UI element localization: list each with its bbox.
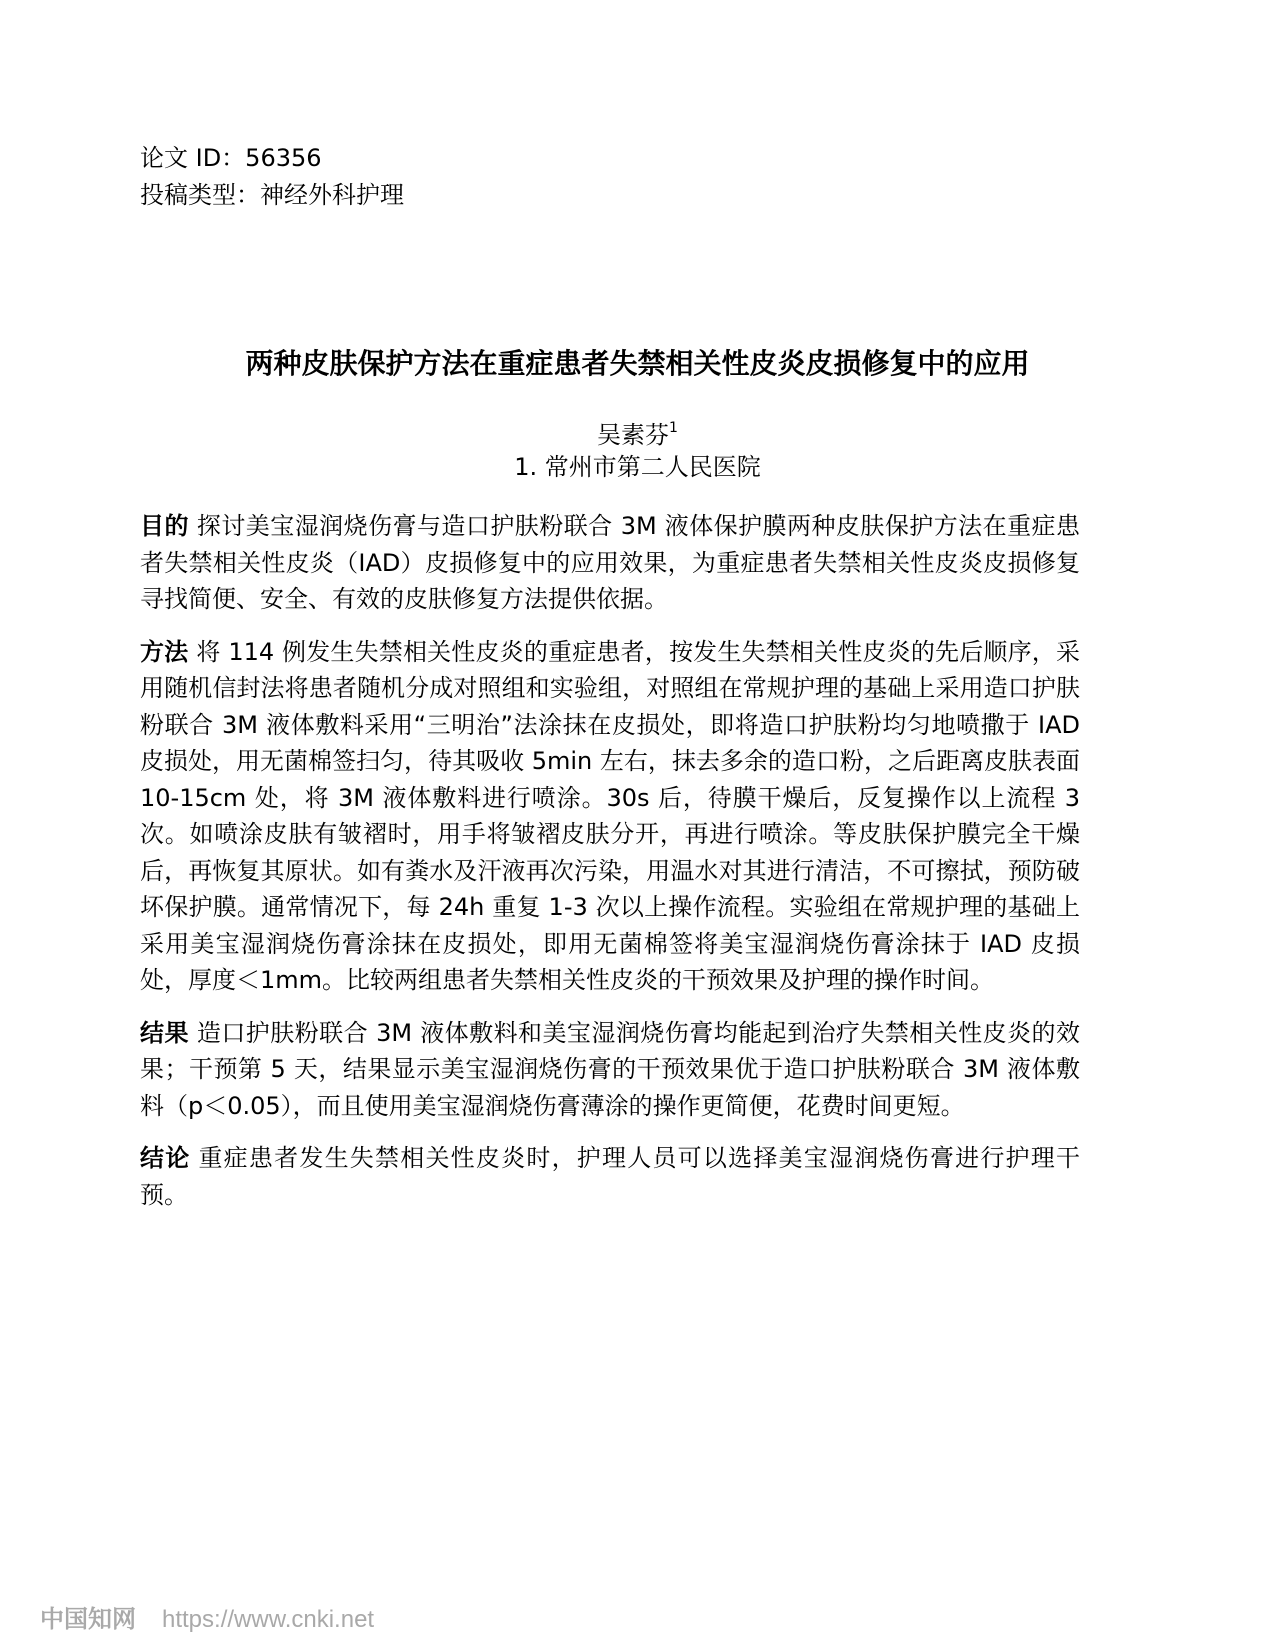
abstract-objective (140, 508, 1080, 618)
author-name: 吴素芬 (597, 421, 670, 449)
author-affiliation-marker: 1 (669, 420, 678, 436)
abstract (140, 508, 1080, 1229)
section-heading: 结论 (140, 1144, 191, 1172)
section-heading: 方法 (140, 637, 189, 666)
section-heading: 结果 (140, 1018, 189, 1047)
cnki-url: https://www.cnki.net (162, 1606, 375, 1633)
section-heading: 目的 (140, 512, 189, 540)
abstract-methods (140, 634, 1080, 999)
abstract-results (140, 1015, 1080, 1125)
paper-id: 论文 ID：56356 (140, 144, 322, 172)
cnki-brand: 中国知网 (40, 1606, 136, 1633)
affiliation: 1. 常州市第二人民医院 (514, 453, 761, 481)
paper-meta (140, 140, 404, 214)
paper-title: 两种皮肤保护方法在重症患者失禁相关性皮炎皮损修复中的应用 (245, 347, 1030, 380)
author-line (0, 412, 1275, 453)
section-text: 将 114 例发生失禁相关性皮炎的重症患者，按发生失禁相关性皮炎的先后顺序，采用随机信封法将患者随机分成对照组和实验组，对照组在常规护理的基础上采用造口护肤粉联合 3M 液体敷料采用“三明治”法涂抹在皮损处，即将造口护肤粉均匀地喷撒于 IAD 皮损处，用无菌棉签扫匀，待其吸收 5min 左右，抹去多余的造口粉，之后距离皮肤表面 10-15cm 处，将 3M 液体敷料进行喷涂。30s 后，待膜干燥后，反复操作以上流程 3 次。如喷涂皮肤有皱褶时，用手将皱褶皮肤分开，再进行喷涂。等皮肤保护膜完全干燥后，再恢复其原状。如有粪水及汗液再次污染，用温水对其进行清洁，不可擦拭，预防破坏保护膜。通常情况下，每 24h 重复 1-3 次以上操作流程。实验组在常规护理的基础上采用美宝湿润烧伤膏涂抹在皮损处，即用无菌棉签将美宝湿润烧伤膏涂抹于 IAD 皮损处，厚度＜1mm。比较两组患者失禁相关性皮炎的干预效果及护理的操作时间。 (140, 637, 1080, 994)
submission-type: 投稿类型：神经外科护理 (140, 181, 404, 209)
section-text: 重症患者发生失禁相关性皮炎时，护理人员可以选择美宝湿润烧伤膏进行护理干预。 (140, 1144, 1081, 1209)
section-text: 造口护肤粉联合 3M 液体敷料和美宝湿润烧伤膏均能起到治疗失禁相关性皮炎的效果；干预第 5 天，结果显示美宝湿润烧伤膏的干预效果优于造口护肤粉联合 3M 液体敷料（p＜0.05），而且使用美宝湿润烧伤膏薄涂的操作更简便，花费时间更短。 (140, 1018, 1080, 1120)
abstract-conclusion (140, 1140, 1080, 1213)
cnki-watermark (40, 1599, 374, 1634)
section-text: 探讨美宝湿润烧伤膏与造口护肤粉联合 3M 液体保护膜两种皮肤保护方法在重症患者失禁相关性皮炎（IAD）皮损修复中的应用效果，为重症患者失禁相关性皮炎皮损修复寻找简便、安全、有效的皮肤修复方法提供依据。 (140, 512, 1080, 613)
